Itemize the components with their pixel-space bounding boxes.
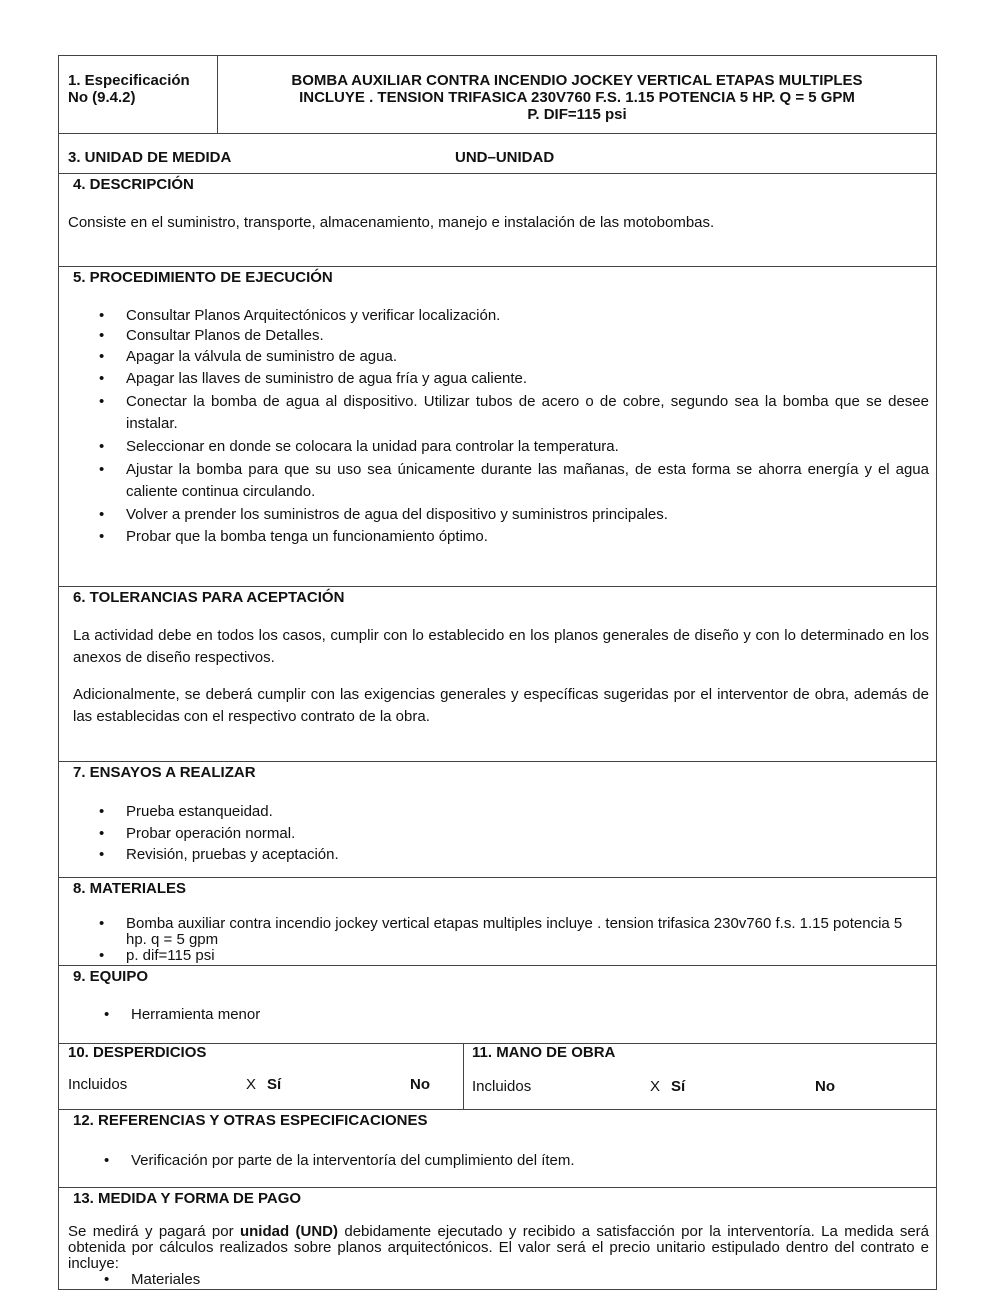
labor-included-label: Incluidos — [472, 1078, 532, 1095]
equipment-section — [59, 966, 936, 1044]
unit-label: 3. UNIDAD DE MEDIDA — [68, 149, 232, 166]
tolerances-heading: 6. TOLERANCIAS PARA ACEPTACIÓN — [73, 589, 345, 606]
unit-section — [59, 134, 936, 174]
payment-list — [64, 1272, 924, 1288]
spec-header — [59, 56, 936, 134]
payment-section — [59, 1188, 936, 1289]
list-item: • p. dif=115 psi — [59, 948, 919, 964]
materials-list — [59, 916, 919, 964]
tests-list — [59, 800, 929, 865]
labor-yes: Sí — [671, 1078, 686, 1095]
tolerances-paragraph-2: Adicionalmente, se deberá cumplir con las exigencias generales y específicas sugeridas por el interventor de obra, además de las establecidas con el respectivo contrato de la obra. — [73, 686, 929, 725]
waste-heading: 10. DESPERDICIOS — [68, 1044, 207, 1061]
tests-heading: 7. ENSAYOS A REALIZAR — [73, 764, 256, 781]
labor-mark: X — [650, 1078, 661, 1095]
waste-no: No — [410, 1076, 430, 1093]
tolerances-paragraph-1: La actividad debe en todos los casos, cumplir con lo establecido en los planos generales de diseño y con lo determinado en los anexos de diseño respectivos. — [73, 627, 929, 666]
list-item: • Consultar Planos Arquitectónicos y verificar localización. — [59, 305, 929, 326]
list-item: • Revisión, pruebas y aceptación. — [59, 844, 929, 865]
references-heading: 12. REFERENCIAS Y OTRAS ESPECIFICACIONES — [73, 1112, 428, 1129]
procedure-section — [59, 267, 936, 587]
list-item: • Prueba estanqueidad. — [59, 800, 929, 823]
tolerances-section — [59, 587, 936, 762]
description-heading: 4. DESCRIPCIÓN — [73, 176, 194, 193]
list-item: • Seleccionar en donde se colocara la unidad para controlar la temperatura. — [59, 435, 929, 459]
equipment-heading: 9. EQUIPO — [73, 968, 149, 985]
spec-title: BOMBA AUXILIAR CONTRA INCENDIO JOCKEY VERTICAL ETAPAS MULTIPLES INCLUYE . TENSION TRIFASICA 230V760 F.S. 1.15 POTENCIA 5 HP. Q = 5 GPM P. DIF=115 psi — [291, 72, 863, 123]
references-section — [59, 1110, 936, 1188]
list-item: • Probar operación normal. — [59, 823, 929, 844]
list-item: • Probar que la bomba tenga un funcionamiento óptimo. — [59, 526, 929, 548]
spec-label: 1. Especificación No (9.4.2) — [68, 72, 190, 106]
payment-heading: 13. MEDIDA Y FORMA DE PAGO — [73, 1190, 302, 1207]
unit-value: UND–UNIDAD — [455, 149, 555, 166]
list-item: • Ajustar la bomba para que su uso sea únicamente durante las mañanas, de esta forma se ahorra energía y el agua caliente continua circulando. — [59, 459, 929, 503]
specification-sheet — [58, 55, 937, 1290]
labor-no: No — [815, 1078, 835, 1095]
references-list — [64, 1150, 924, 1172]
list-item: • Materiales — [64, 1272, 924, 1288]
procedure-list — [59, 305, 929, 548]
materials-section — [59, 878, 936, 966]
list-item: • Herramienta menor — [64, 1004, 924, 1026]
procedure-heading: 5. PROCEDIMIENTO DE EJECUCIÓN — [73, 269, 333, 286]
list-item: • Bomba auxiliar contra incendio jockey vertical etapas multiples incluye . tension trifasica 230v760 f.s. 1.15 potencia 5 hp. q = 5 gpm — [59, 916, 919, 948]
labor-heading: 11. MANO DE OBRA — [472, 1044, 616, 1061]
equipment-list — [64, 1004, 924, 1026]
list-item: • Apagar la válvula de suministro de agua. — [59, 346, 929, 367]
waste-mark: X — [246, 1076, 257, 1093]
list-item: • Volver a prender los suministros de agua del dispositivo y suministros principales. — [59, 503, 929, 526]
materials-heading: 8. MATERIALES — [73, 880, 187, 897]
description-text: Consiste en el suministro, transporte, almacenamiento, manejo e instalación de las motobombas. — [68, 214, 715, 231]
payment-text: Se medirá y pagará por unidad (UND) debidamente ejecutado y recibido a satisfacción por la interventoría. La medida será obtenida por cálculos realizados sobre planos arquitectónicos. El valor será el precio unitario estipulado dentro del contrato e incluye: — [68, 1223, 929, 1272]
waste-included-label: Incluidos — [68, 1076, 128, 1093]
list-item: • Conectar la bomba de agua al dispositivo. Utilizar tubos de acero o de cobre, segundo sea la bomba que se desee instalar. — [59, 391, 929, 435]
list-item: • Verificación por parte de la interventoría del cumplimiento del ítem. — [64, 1150, 924, 1172]
tests-section — [59, 762, 936, 878]
description-section — [59, 174, 936, 267]
list-item: • Apagar las llaves de suministro de agua fría y agua caliente. — [59, 367, 929, 391]
list-item: • Consultar Planos de Detalles. — [59, 326, 929, 346]
waste-yes: Sí — [267, 1076, 282, 1093]
waste-labor-section — [59, 1044, 936, 1110]
